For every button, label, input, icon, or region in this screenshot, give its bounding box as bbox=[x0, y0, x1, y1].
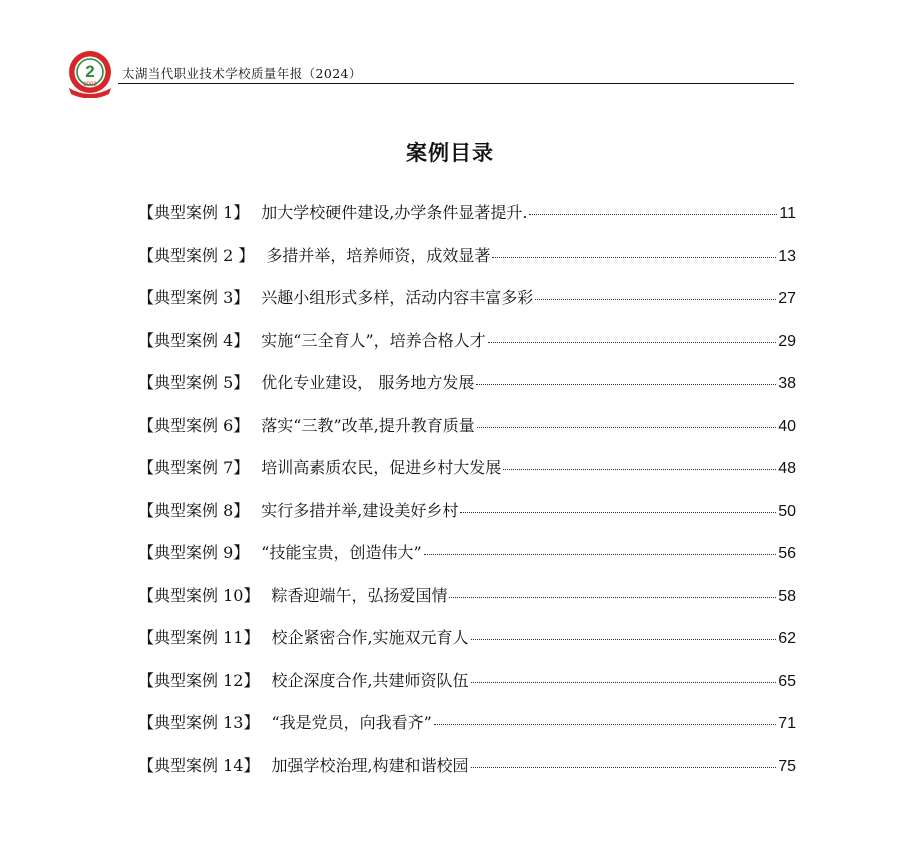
toc-entry-page: 65 bbox=[778, 672, 796, 690]
toc-entry[interactable] bbox=[138, 753, 796, 796]
toc-dot-leader bbox=[529, 214, 777, 215]
toc-entry[interactable] bbox=[138, 668, 796, 711]
toc-entry-page: 75 bbox=[778, 757, 796, 775]
toc-entry-title: 培训高素质农民，促进乡村大发展 bbox=[261, 458, 502, 477]
toc-entry-page: 56 bbox=[778, 545, 796, 562]
toc-entry-tag: 【典型案例 11】 bbox=[138, 628, 260, 647]
toc-dot-leader bbox=[476, 384, 776, 385]
toc-entry-title: 加大学校硬件建设,办学条件显著提升. bbox=[261, 203, 528, 222]
toc-dot-leader bbox=[488, 342, 777, 343]
toc-entry-tag: 【典型案例 2 】 bbox=[138, 245, 255, 265]
toc-entry[interactable] bbox=[138, 370, 796, 413]
toc-dot-leader bbox=[477, 427, 776, 428]
toc-entry[interactable] bbox=[138, 625, 796, 668]
toc-entry-page: 13 bbox=[778, 247, 796, 265]
toc-entry-title: 优化专业建设， 服务地方发展 bbox=[261, 373, 475, 392]
toc-entry-tag: 【典型案例 13】 bbox=[138, 713, 260, 732]
logo-numeral: 2 bbox=[85, 62, 95, 81]
toc-entry-tag: 【典型案例 6】 bbox=[138, 415, 250, 435]
toc-entry-tag: 【典型案例 7】 bbox=[138, 458, 250, 477]
toc-dot-leader bbox=[535, 299, 776, 300]
toc-entry-page: 48 bbox=[778, 460, 796, 477]
toc-entry-tag: 【典型案例 3】 bbox=[138, 288, 250, 307]
toc-entry-title: 校企紧密合作,实施双元育人 bbox=[271, 628, 469, 647]
toc-entry-page: 62 bbox=[778, 630, 796, 647]
toc-entry-tag: 【典型案例 1】 bbox=[138, 203, 250, 222]
toc-entry[interactable] bbox=[138, 455, 796, 498]
toc-entry-tag: 【典型案例 12】 bbox=[138, 670, 260, 690]
toc-entry[interactable] bbox=[138, 540, 796, 583]
header-divider bbox=[118, 83, 794, 84]
toc-dot-leader bbox=[471, 682, 777, 683]
toc-entry-page: 50 bbox=[778, 502, 796, 520]
toc-entry-title: 实行多措并举,建设美好乡村 bbox=[261, 500, 459, 520]
toc-dot-leader bbox=[449, 597, 776, 598]
toc-dot-leader bbox=[424, 554, 777, 555]
toc-entry-title: 校企深度合作,共建师资队伍 bbox=[271, 670, 469, 690]
toc-entry-page: 58 bbox=[778, 587, 796, 605]
toc-entry-title: 实施“三全育人”，培养合格人才 bbox=[261, 330, 486, 350]
toc-entry-page: 38 bbox=[778, 375, 796, 392]
page-header bbox=[66, 48, 794, 88]
toc-entry-tag: 【典型案例 8】 bbox=[138, 500, 250, 520]
toc-entry-tag: 【典型案例 5】 bbox=[138, 373, 250, 392]
toc-entry-title: 粽香迎端午，弘扬爱国情 bbox=[271, 585, 448, 605]
toc-dot-leader bbox=[503, 469, 776, 470]
toc-entry-page: 11 bbox=[779, 205, 796, 222]
toc-entry[interactable] bbox=[138, 243, 796, 286]
toc-dot-leader bbox=[434, 724, 776, 725]
toc-entry-title: 兴趣小组形式多样，活动内容丰富多彩 bbox=[261, 288, 534, 307]
toc-entry-title: 多措并举，培养师资，成效显著 bbox=[266, 245, 491, 265]
toc-entry-tag: 【典型案例 14】 bbox=[138, 755, 260, 775]
toc-entry-page: 40 bbox=[778, 417, 796, 435]
toc-entry-page: 71 bbox=[778, 715, 796, 732]
toc-list bbox=[138, 200, 796, 795]
toc-entry[interactable] bbox=[138, 583, 796, 626]
toc-entry[interactable] bbox=[138, 200, 796, 243]
toc-entry[interactable] bbox=[138, 498, 796, 541]
toc-entry[interactable] bbox=[138, 413, 796, 456]
toc-entry-page: 27 bbox=[778, 290, 796, 307]
school-logo bbox=[66, 48, 116, 98]
toc-entry-tag: 【典型案例 4】 bbox=[138, 330, 250, 350]
toc-entry[interactable] bbox=[138, 710, 796, 753]
toc-entry-title: 落实“三教”改革,提升教育质量 bbox=[261, 415, 475, 435]
toc-dot-leader bbox=[460, 512, 776, 513]
toc-entry-tag: 【典型案例 10】 bbox=[138, 585, 260, 605]
toc-entry-page: 29 bbox=[778, 332, 796, 350]
toc-entry-title: “技能宝贵，创造伟大” bbox=[261, 543, 422, 562]
logo-year: 2003 bbox=[83, 82, 97, 88]
toc-title: 案例目录 bbox=[406, 140, 494, 165]
toc-entry-tag: 【典型案例 9】 bbox=[138, 543, 250, 562]
toc-entry[interactable] bbox=[138, 328, 796, 371]
toc-dot-leader bbox=[471, 639, 777, 640]
header-title: 太湖当代职业技术学校质量年报（2024） bbox=[122, 66, 362, 81]
toc-entry-title: “我是党员，向我看齐” bbox=[271, 713, 432, 732]
toc-dot-leader bbox=[471, 767, 777, 768]
toc-entry[interactable] bbox=[138, 285, 796, 328]
toc-dot-leader bbox=[492, 257, 776, 258]
toc-entry-title: 加强学校治理,构建和谐校园 bbox=[271, 755, 469, 775]
